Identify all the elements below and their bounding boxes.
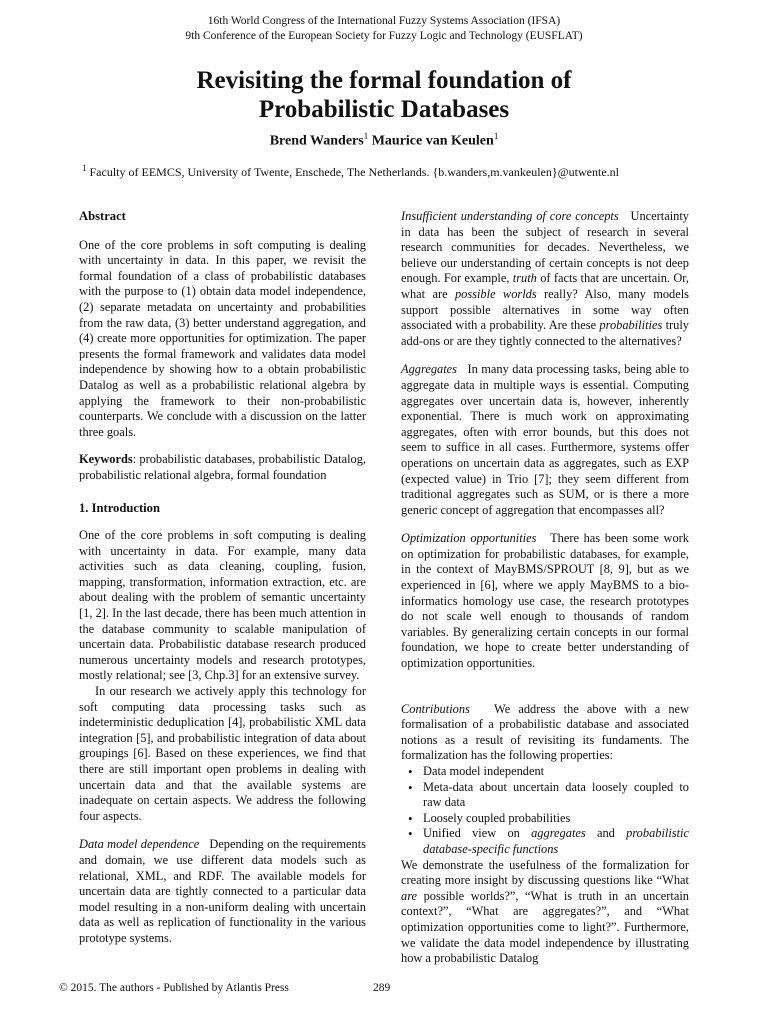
demonstration-paragraph <box>401 858 689 967</box>
paragraph-text: possible worlds?”, “What is truth in an uncertain context?”, “What are aggregates?”, and “What optimization opportunities come to light?”. Furthermore, we validate the data model independence by illustrating how a probabilistic Datalog <box>401 888 689 966</box>
paragraph-text: We address the above with a new formalisation of a probabilistic database and associated notions as a result of revisiting its fundaments. The formalization has the following properties: <box>401 701 690 763</box>
title-line-2: Probabilistic Databases <box>258 96 510 123</box>
list-item: • Loosely coupled probabilities <box>401 811 689 827</box>
paragraph-label: Data model dependence <box>79 837 200 852</box>
paragraph-label: Aggregates <box>401 362 457 377</box>
affiliation-superscript: 1 <box>82 163 87 173</box>
paragraph-text: In many data processing tasks, being able to aggregate data in multiple ways is essential. Computing aggregates over uncertain data is, however, inherently exponential. There is much work on approximating aggregates, often with error bounds, but this does not seem to suffice in all cases. Furthermore, systems offer operations on uncertain data as aggregates, such as EXP (expected value) in Trio [7]; they seem different from traditional aggregates such as SUM, or is there a more generic concept of aggregation that encompasses all? <box>401 362 689 517</box>
emphasis-text: probabilistic database-specific functions <box>423 826 689 856</box>
emphasis-text: probabilities <box>599 318 663 333</box>
emphasis-text: possible worlds <box>454 286 537 301</box>
author-name: Brend Wanders <box>269 133 364 149</box>
list-item: • Meta-data about uncertain data loosely coupled to raw data <box>401 780 689 811</box>
conference-header-line-1: 16th World Congress of the International Fuzzy Systems Association (IFSA) <box>207 15 561 27</box>
author-superscript: 1 <box>363 131 369 141</box>
paragraph-text: We demonstrate the usefulness of the formalization for creating more insight by discussing questions like “What <box>401 857 689 888</box>
author-name: Maurice van Keulen <box>371 133 494 149</box>
affiliation-text: Faculty of EEMCS, University of Twente, Enschede, The Netherlands. {b.wanders,m.vankeulen}@utwente.nl <box>89 165 619 179</box>
left-column <box>79 209 366 947</box>
keywords <box>79 452 366 483</box>
copyright-footer: © 2015. The authors - Published by Atlantis Press <box>59 982 289 994</box>
keywords-label: Keywords <box>79 452 133 467</box>
intro-paragraph-2: In our research we actively apply this technology for soft computing data processing tasks such as indeterministic deduplication [4], probabilistic XML data integration [5], and probabilistic integration of data about groupings [6]. Based on these experiences, we find that there are still important open problems in dealing with uncertain data and that the available systems are inadequate on certain aspects. We address the following four aspects. <box>79 684 366 823</box>
title-line-1: Revisiting the formal foundation of <box>196 67 572 94</box>
paragraph-text: Uncertainty in data has been the subject of research in several research communities for decades. Nevertheless, we believe our understanding of certain concepts is not deep enough. For example, <box>401 209 689 286</box>
page-number: 289 <box>373 982 391 994</box>
affiliation <box>82 163 722 180</box>
list-item: • Data model independent <box>401 764 689 780</box>
paper-title <box>0 66 768 124</box>
paragraph-text: really? Also, many models support possible alternatives in some way often associated with a probability. Are these <box>401 286 689 333</box>
insufficient-understanding-paragraph <box>401 209 689 349</box>
section-heading-introduction: 1. Introduction <box>79 500 160 515</box>
right-column <box>401 209 689 967</box>
properties-list <box>401 764 689 858</box>
contributions-paragraph <box>401 702 689 764</box>
paragraph-text: Depending on the requirements and domain, we use different data models such as relational, XML, and RDF. The available models for uncertain data are tightly connected to a particular data model resulting in a non-uniform dealing with uncertain data as well as replication of functionality in the various prototype systems. <box>79 837 366 945</box>
intro-paragraph-1: One of the core problems in soft computing is dealing with uncertainty in data. For example, many data activities such as data cleaning, coupling, fusion, mapping, transformation, information extraction, etc. are about dealing with the problem of semantic uncertainty [1, 2]. In the last decade, there has been much attention in the database community to scalable manipulation of uncertain data. Probabilistic database research produced numerous uncertainty models and research prototypes, mostly relational; see [3, Chp.3] for an extensive survey. <box>79 528 366 683</box>
author-list <box>0 131 768 150</box>
optimization-opportunities-paragraph <box>401 531 689 671</box>
emphasis-text: aggregates <box>531 826 586 841</box>
emphasis-text: truth <box>512 271 537 286</box>
paragraph-label: Contributions <box>401 701 470 716</box>
emphasis-text: are <box>401 888 418 903</box>
data-model-dependence-paragraph <box>79 837 366 946</box>
abstract-heading: Abstract <box>79 209 126 223</box>
paragraph-label: Optimization opportunities <box>401 531 537 546</box>
paragraph-text: There has been some work on optimization for probabilistic databases, for example, in the context of MayBMS/SPROUT [8, 9], but as we experienced in [6], where we apply MayBMS to a bio-informatics homology use case, the research prototypes do not scale well enough to thousands of random variables. By generalizing certain concepts in our formal foundation, we hope to create better understanding of optimization opportunities. <box>401 531 689 671</box>
conference-header-line-2: 9th Conference of the European Society for Fuzzy Logic and Technology (EUSFLAT) <box>185 30 583 42</box>
paragraph-text: of facts that are uncertain. Or, what are <box>401 271 690 301</box>
author-superscript: 1 <box>493 131 499 141</box>
list-item <box>401 826 689 857</box>
list-item-text: and <box>585 826 627 841</box>
abstract-text: One of the core problems in soft computing is dealing with uncertainty in data. In this paper, we revisit the formal foundation of a class of probabilistic databases with the purpose to (1) obtain data model independence, (2) separate metadata on uncertainty and probabilities from the raw data, (3) better understand aggregation, and (4) create more opportunities for optimization. The paper presents the formal framework and validates data model independence by showing how to a obtain probabilistic Datalog as well as a probabilistic relational algebra by applying the framework to their non-probabilistic counterparts. We conclude with a discussion on the latter three goals. <box>79 237 366 439</box>
paragraph-label: Insufficient understanding of core concepts <box>401 209 619 223</box>
paragraph-text: truly add-ons or are they tightly connected to the alternatives? <box>401 318 690 348</box>
aggregates-paragraph <box>401 362 689 518</box>
keywords-text: : probabilistic databases, probabilistic Datalog, probabilistic relational algebra, formal foundation <box>79 452 366 482</box>
list-item-text: Unified view on <box>423 826 532 841</box>
